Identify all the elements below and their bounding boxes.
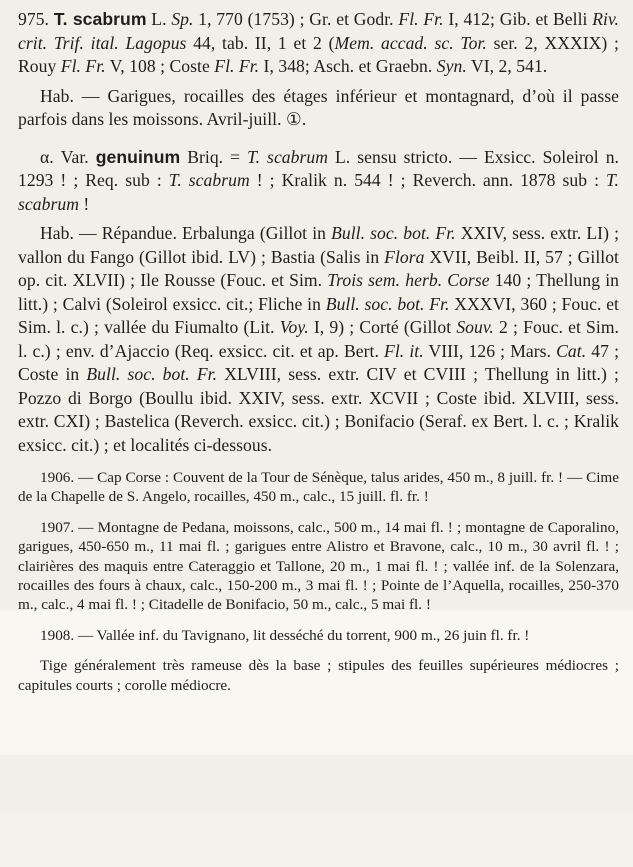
variety-entry xyxy=(18,146,619,217)
citation-italic: Riv. crit. Trif. ital. Lagopus xyxy=(18,9,619,53)
variety-text: L. sensu stricto. — Exsicc. Soleirol n. 1293 ! ; Req. sub : xyxy=(18,146,619,190)
citation-text: V, 108 ; Coste xyxy=(105,56,215,76)
habitat-italic: Bull. soc. bot. Fr. xyxy=(325,293,450,314)
variety-italic: T. scabrum xyxy=(168,170,250,190)
habitat-text: XLVIII, sess. extr. CIV et CVIII ; Thellung in litt.) ; Pozzo di Borgo (Boullu ibid. XXIV, sess. extr. XCVII ; Coste ibid. XLVIII, sess. extr. CXI) ; Bastelica (Reverch. exsicc. cit.) ; Bonifacio (Seraf. ex Bert. l. c. ; Kralik exsicc. cit.) ; et localités ci-dessous. xyxy=(18,364,619,455)
habitat-italic: Bull. soc. bot. Fr. xyxy=(331,223,456,243)
habitat-text: 47 ; Coste in xyxy=(18,340,620,384)
variety-italic: T. scabrum xyxy=(247,146,328,167)
citation-text: 44, tab. II, 1 et 2 ( xyxy=(186,32,335,53)
habitat-text: XXXVI, 360 ; Fouc. et Sim. l. c.) ; vallée du Fiumalto (Lit. xyxy=(18,293,620,337)
citation-italic: Fl. Fr. xyxy=(398,9,444,29)
variety-habitat xyxy=(18,222,619,457)
habitat-text: I, 9) ; Corté (Gillot xyxy=(308,317,457,337)
habitat-italic: Cat. xyxy=(556,340,587,361)
habitat-text: Hab. — Répandue. Erbalunga (Gillot in xyxy=(40,223,332,243)
citation-italic: Sp. xyxy=(171,9,194,29)
habitat-italic: Souv. xyxy=(456,317,494,337)
habitat-italic: Voy. xyxy=(279,317,309,337)
citation-text: I, 412; Gib. et Belli xyxy=(443,9,593,29)
habitat-text: XVII, Beibl. II, 57 ; Gillot op. cit. XLVII) ; Ile Rousse (Fouc. et Sim. xyxy=(18,246,619,290)
record-1908: 1908. — Vallée inf. du Tavignano, lit desséché du torrent, 900 m., 26 juin fl. fr. ! xyxy=(40,626,530,644)
citation-text: L. xyxy=(146,9,172,29)
citation-italic: Fl. Fr. xyxy=(214,56,260,76)
record-1907: 1907. — Montagne de Pedana, moissons, calc., 500 m., 14 mai fl. ! ; montagne de Caporalino, garigues, 450-650 m., 11 mai fl. ; garigues entre Alistro et Bravone, calc., 10 m., 30 avril fl. ! ; clairières des maquis entre Cateraggio et Tallone, 20 m., 1 mai fl. ! ; vallée inf. de la Solenzara, rocailles des fours à chaux, calc., 150-200 m., 3 mai fl. ! ; Pointe de l’Aquella, rocailles, 250-370 m., calc., 4 mai fl. ! ; Citadelle de Bonifacio, 50 m., calc., 5 mai fl. ! xyxy=(18,518,619,614)
description-note: Tige généralement très rameuse dès la base ; stipules des feuilles supérieures médiocres ; capitules courts ; corolle médiocre. xyxy=(18,657,619,694)
habitat-italic: Flora xyxy=(384,246,425,267)
citation-text: ser. 2, XXXIX) ; Rouy xyxy=(18,32,619,76)
citation-italic: Fl. Fr. xyxy=(60,56,106,76)
variety-label: α. Var. xyxy=(40,146,96,167)
citation-text: 1, 770 (1753) ; Gr. et Godr. xyxy=(193,9,399,29)
variety-italic: T. scabrum xyxy=(18,170,620,214)
habitat-text: 140 ; Thellung in litt.) ; Calvi (Soleirol exsicc. cit.; Fliche in xyxy=(18,270,619,314)
species-name: T. scabrum xyxy=(53,9,147,29)
habitat-italic: Fl. it. xyxy=(384,340,424,361)
species-habitat: Hab. — Garigues, rocailles des étages inférieur et montagnard, d’où il passe parfois dans les moissons. Avril-juill. ①. xyxy=(18,85,619,129)
citation-text: VI, 2, 541. xyxy=(466,56,548,76)
variety-text: Briq. = xyxy=(180,146,248,167)
habitat-italic: Trois sem. herb. Corse xyxy=(327,270,490,290)
citation-italic: Mem. accad. sc. Tor. xyxy=(334,32,487,53)
page-scan-band xyxy=(0,813,633,867)
habitat-italic: Bull. soc. bot. Fr. xyxy=(86,364,218,384)
species-entry xyxy=(18,8,619,79)
habitat-text: VIII, 126 ; Mars. xyxy=(423,340,557,361)
citation-italic: Syn. xyxy=(436,56,467,76)
habitat-text: 2 ; Fouc. et Sim. l. c.) ; env. d’Ajaccio (Req. exsicc. cit. et ap. Bert. xyxy=(18,317,620,361)
record-1906: 1906. — Cap Corse : Couvent de la Tour de Sénèque, talus arides, 450 m., 8 juill. fr. ! — Cime de la Chapelle de S. Angelo, rocailles, 450 m., calc., 15 juill. fl. fr. ! xyxy=(18,469,619,506)
variety-name: genuinum xyxy=(95,146,181,167)
citation-text: I, 348; Asch. et Graebn. xyxy=(259,56,437,76)
variety-text: ! ; Kralik n. 544 ! ; Reverch. ann. 1878 sub : xyxy=(249,170,607,190)
variety-text: ! xyxy=(78,193,90,214)
species-number: 975. xyxy=(18,9,49,29)
habitat-text: XXIV, sess. extr. LI) ; vallon du Fango (Gillot ibid. LV) ; Bastia (Salis in xyxy=(18,223,620,267)
